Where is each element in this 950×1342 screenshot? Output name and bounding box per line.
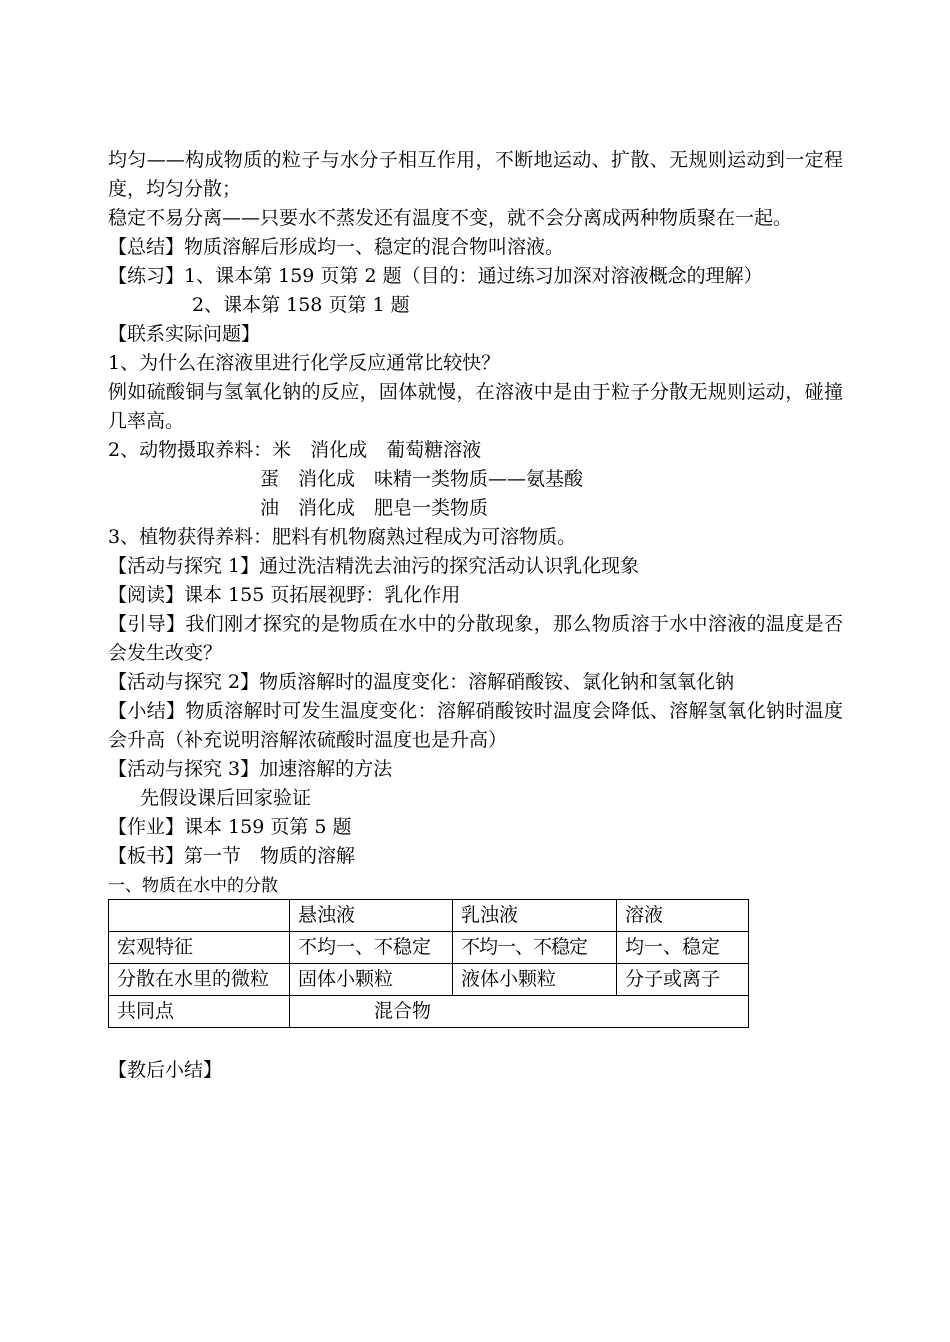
paragraph-post-lesson-summary: 【教后小结】	[108, 1059, 223, 1081]
paragraph-activity-1: 【活动与探究 1】通过洗洁精洗去油污的探究活动认识乳化现象	[108, 555, 640, 577]
paragraph-activity-2: 【活动与探究 2】物质溶解时的温度变化：溶解硝酸铵、氯化钠和氢氧化钠	[108, 671, 735, 693]
paragraph-summary: 【总结】物质溶解后形成均一、稳定的混合物叫溶液。	[108, 236, 565, 258]
table-caption: 一、物质在水中的分散	[108, 876, 278, 896]
paragraph-stable: 稳定不易分离——只要水不蒸发还有温度不变，就不会分离成两种物质聚在一起。	[108, 207, 793, 229]
table-header-cell: 悬浊液	[290, 900, 453, 932]
paragraph-example: 例如硫酸铜与氢氧化钠的反应，固体就慢，在溶液中是由于粒子分散无规则运动，碰撞几率高。	[108, 381, 843, 432]
paragraph-uniform: 均匀——构成物质的粒子与水分子相互作用，不断地运动、扩散、无规则运动到一定程度，均匀分散；	[108, 149, 843, 200]
spacer	[108, 1028, 843, 1056]
paragraph-question-1: 1、为什么在溶液里进行化学反应通常比较快？	[108, 352, 501, 374]
table-cell: 分子或离子	[617, 964, 749, 996]
table-cell: 不均一、不稳定	[453, 932, 617, 964]
table-header-row	[109, 900, 749, 932]
table-row	[109, 932, 749, 964]
paragraph-animal-nutrition: 2、动物摄取养料：米 消化成 葡萄糖溶液	[108, 439, 482, 461]
paragraph-activity-3: 【活动与探究 3】加速溶解的方法	[108, 758, 393, 780]
table-row	[109, 996, 749, 1028]
paragraph-exercise-1: 【练习】1、课本第 159 页第 2 题（目的：通过练习加深对溶液概念的理解）	[108, 265, 763, 287]
table-row	[109, 964, 749, 996]
paragraph-reading: 【阅读】课本 155 页拓展视野：乳化作用	[108, 584, 461, 606]
table-header-cell: 溶液	[617, 900, 749, 932]
paragraph-egg: 蛋 消化成 味精一类物质——氨基酸	[260, 468, 584, 490]
paragraph-hypothesis: 先假设课后回家验证	[140, 787, 312, 809]
table-header-cell	[109, 900, 290, 932]
common-value: 混合物	[374, 1000, 432, 1022]
table-cell: 均一、稳定	[617, 932, 749, 964]
paragraph-oil: 油 消化成 肥皂一类物质	[260, 497, 489, 519]
paragraph-plant-nutrition: 3、植物获得养料：肥料有机物腐熟过程成为可溶物质。	[108, 526, 577, 548]
table-cell: 固体小颗粒	[290, 964, 453, 996]
paragraph-guide: 【引导】我们刚才探究的是物质在水中的分散现象，那么物质溶于水中溶液的温度是否会发生改变？	[108, 613, 843, 664]
paragraph-board: 【板书】第一节 物质的溶解	[108, 845, 356, 867]
table-cell: 共同点	[109, 996, 290, 1028]
heading-practical-questions: 【联系实际问题】	[108, 323, 261, 345]
table-cell	[290, 996, 749, 1028]
table-cell: 不均一、不稳定	[290, 932, 453, 964]
document-page	[108, 146, 843, 1085]
paragraph-homework: 【作业】课本 159 页第 5 题	[108, 816, 352, 838]
table-cell: 分散在水里的微粒	[109, 964, 290, 996]
table-cell: 宏观特征	[109, 932, 290, 964]
table-cell: 液体小颗粒	[453, 964, 617, 996]
paragraph-brief-summary: 【小结】物质溶解时可发生温度变化：溶解硝酸铵时温度会降低、溶解氢氧化钠时温度会升高（补充说明溶解浓硫酸时温度也是升高）	[108, 700, 843, 751]
table-header-cell: 乳浊液	[453, 900, 617, 932]
paragraph-exercise-2: 2、课本第 158 页第 1 题	[192, 294, 410, 316]
dispersion-table	[108, 899, 749, 1028]
